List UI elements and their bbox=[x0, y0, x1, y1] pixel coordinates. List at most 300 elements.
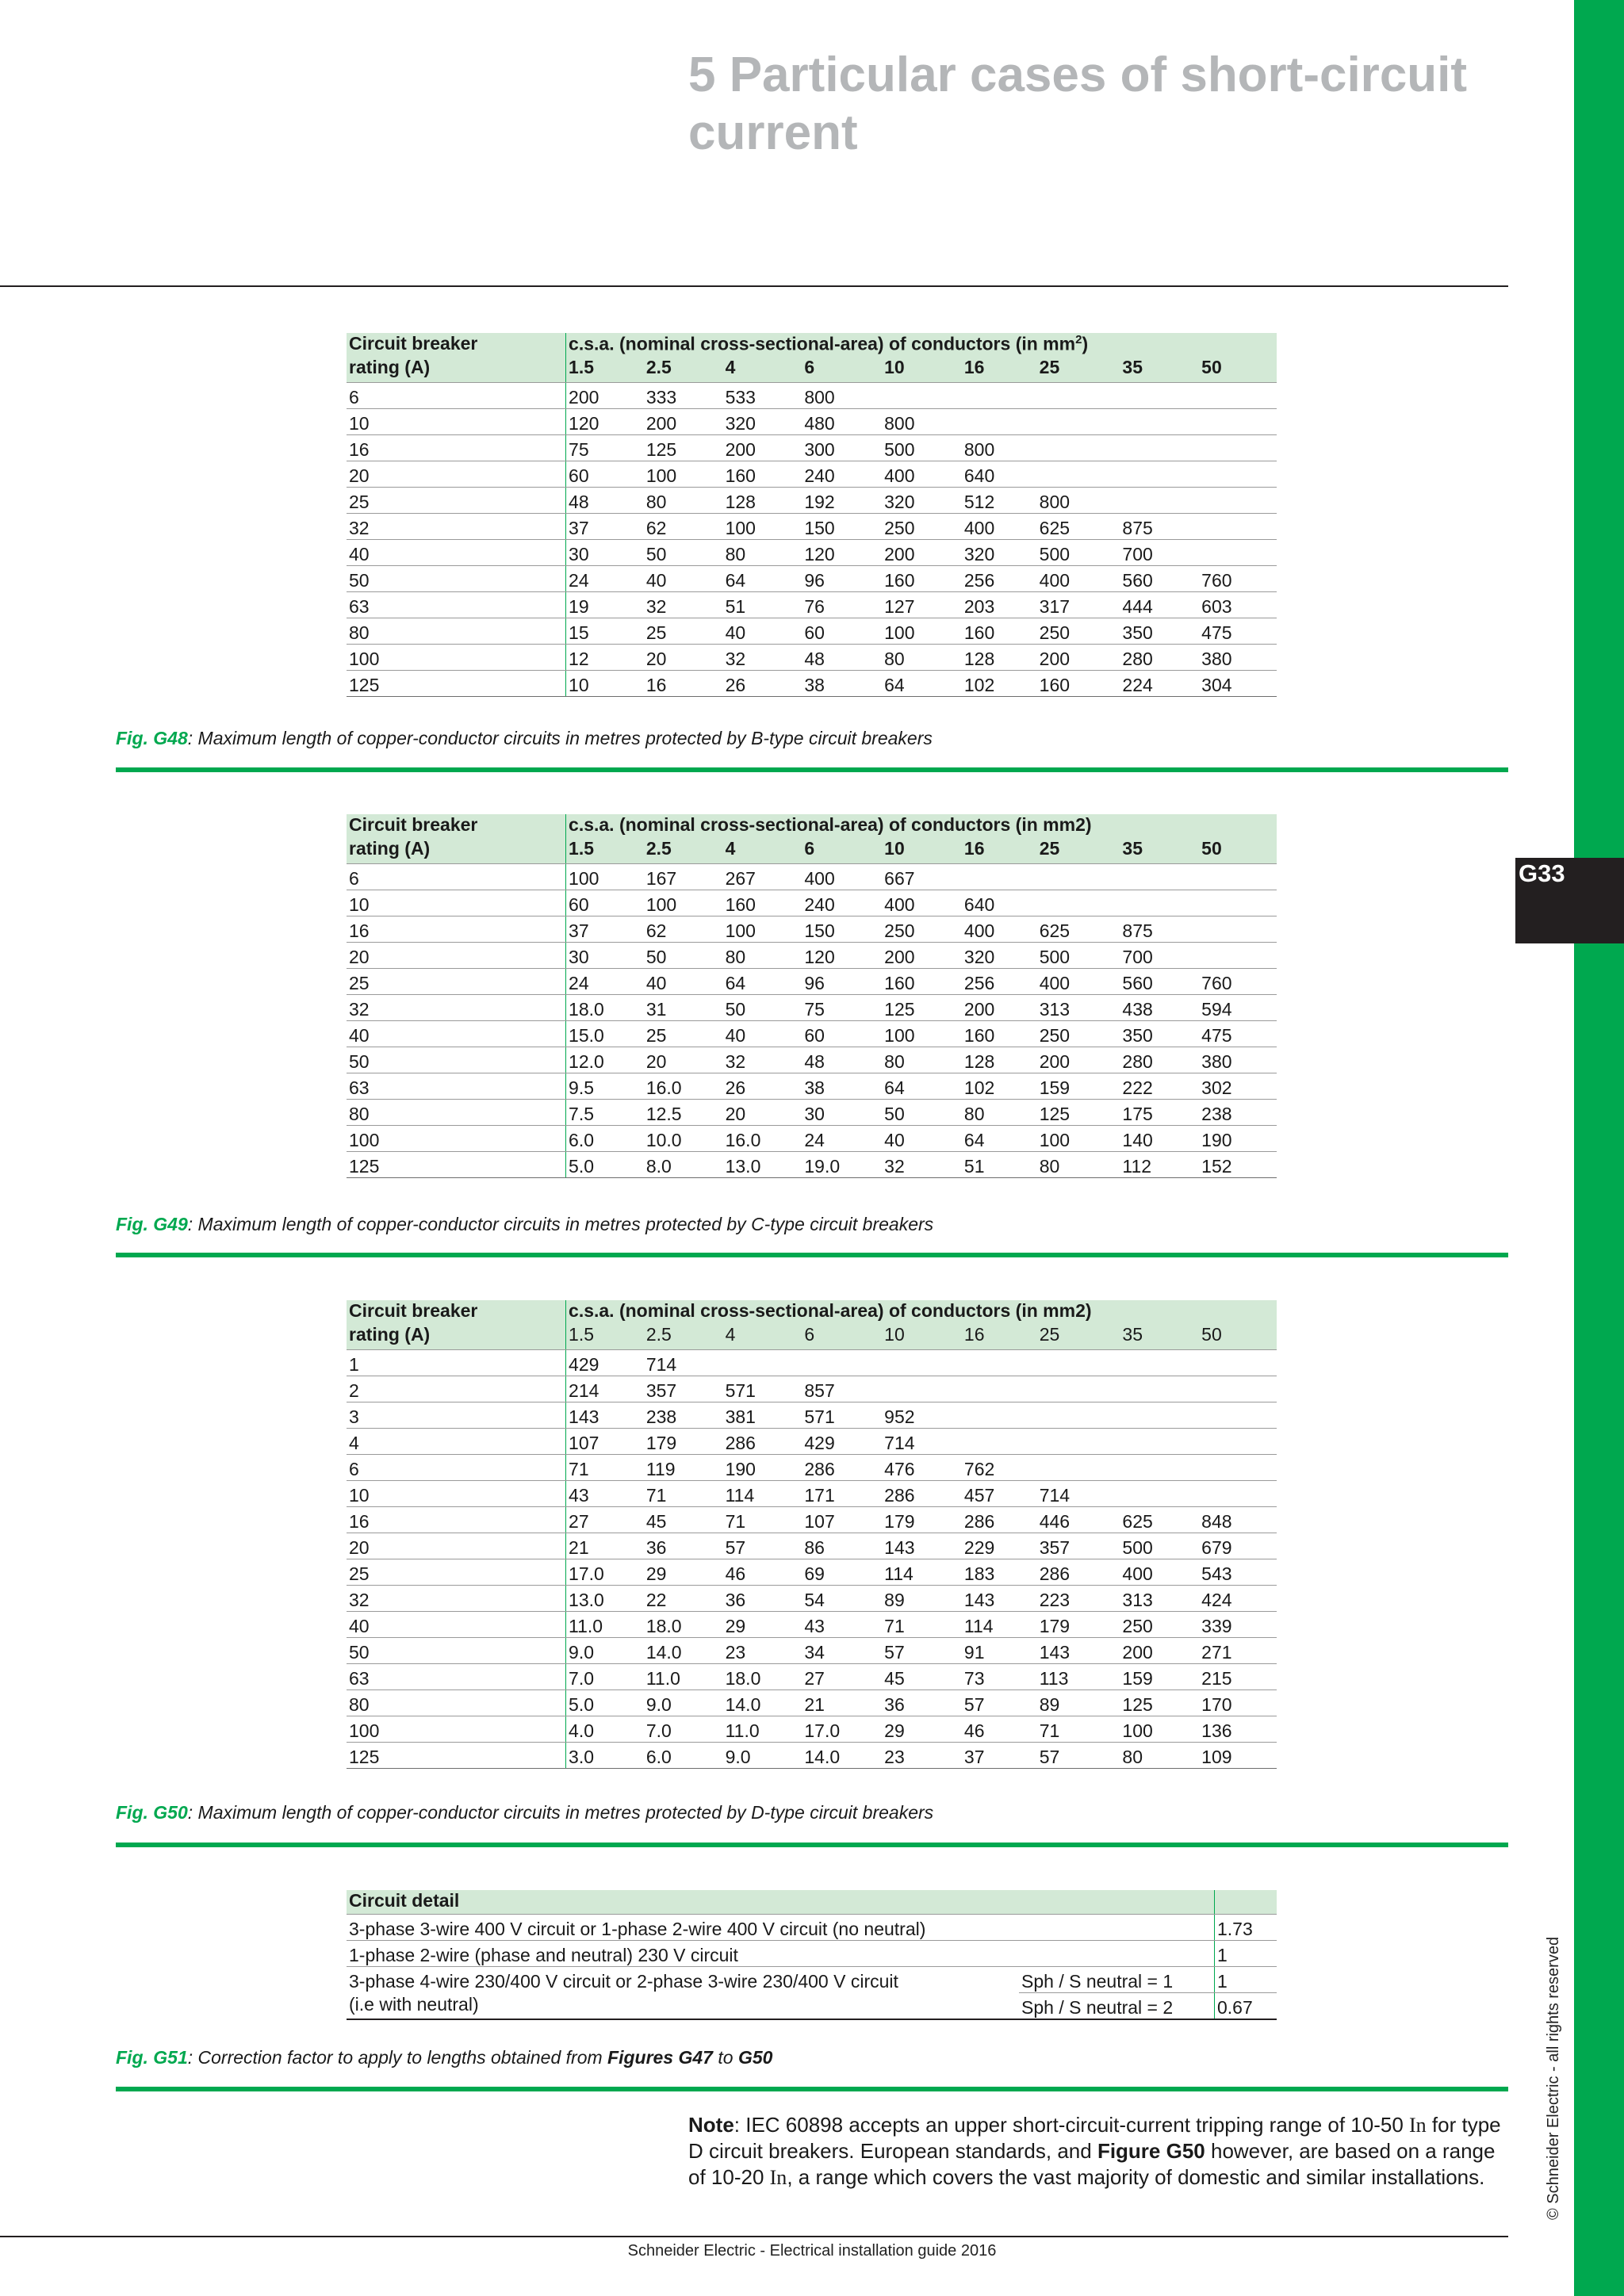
length-cell: 37 bbox=[962, 1743, 1037, 1769]
length-cell: 109 bbox=[1199, 1743, 1277, 1769]
length-cell: 80 bbox=[882, 1047, 962, 1073]
length-cell: 120 bbox=[802, 943, 882, 969]
csa-column-header: 25 bbox=[1037, 357, 1120, 383]
length-cell: 350 bbox=[1120, 618, 1199, 645]
section-rule bbox=[116, 1843, 1508, 1847]
length-cell: 36 bbox=[644, 1533, 723, 1559]
length-cell: 57 bbox=[962, 1690, 1037, 1716]
rating-cell: 50 bbox=[347, 1638, 566, 1664]
length-cell bbox=[1120, 435, 1199, 461]
length-cell: 100 bbox=[644, 890, 723, 916]
length-cell bbox=[1120, 890, 1199, 916]
length-cell: 429 bbox=[802, 1429, 882, 1455]
length-cell: 179 bbox=[1037, 1612, 1120, 1638]
length-cell: 19 bbox=[566, 592, 644, 618]
csa-column-header: 2.5 bbox=[644, 838, 723, 864]
caption-text: : Maximum length of copper-conductor circuits in metres protected by D-type circuit breakers bbox=[187, 1802, 934, 1823]
length-cell bbox=[1120, 1376, 1199, 1402]
length-cell: 37 bbox=[566, 916, 644, 943]
csa-column-header: 10 bbox=[882, 1324, 962, 1350]
table-row bbox=[347, 1152, 1277, 1178]
length-cell: 23 bbox=[723, 1638, 802, 1664]
rating-cell: 6 bbox=[347, 1455, 566, 1481]
length-cell: 171 bbox=[802, 1481, 882, 1507]
length-cell: 512 bbox=[962, 488, 1037, 514]
length-cell: 300 bbox=[802, 435, 882, 461]
length-cell bbox=[1037, 890, 1120, 916]
length-cell bbox=[1199, 540, 1277, 566]
length-cell: 8.0 bbox=[644, 1152, 723, 1178]
rating-cell: 25 bbox=[347, 1559, 566, 1586]
length-cell: 800 bbox=[1037, 488, 1120, 514]
length-cell: 9.5 bbox=[566, 1073, 644, 1100]
length-cell: 100 bbox=[1037, 1126, 1120, 1152]
caption-g49 bbox=[116, 1214, 933, 1235]
rating-cell: 40 bbox=[347, 1021, 566, 1047]
length-cell: 250 bbox=[882, 514, 962, 540]
row-text: 3-phase 3-wire 400 V circuit or 1-phase 2-wire 400 V circuit (no neutral) bbox=[347, 1915, 1215, 1941]
length-cell bbox=[1199, 435, 1277, 461]
row-text bbox=[347, 1967, 1019, 2020]
length-cell: 625 bbox=[1037, 514, 1120, 540]
length-cell: 60 bbox=[802, 1021, 882, 1047]
length-cell: 286 bbox=[962, 1507, 1037, 1533]
rating-cell: 63 bbox=[347, 592, 566, 618]
csa-column-header: 35 bbox=[1120, 838, 1199, 864]
caption-text: : Correction factor to apply to lengths obtained from bbox=[187, 2047, 608, 2068]
length-cell: 13.0 bbox=[566, 1586, 644, 1612]
length-cell: 71 bbox=[644, 1481, 723, 1507]
length-cell: 16 bbox=[644, 671, 723, 697]
length-cell: 320 bbox=[723, 409, 802, 435]
length-cell: 190 bbox=[723, 1455, 802, 1481]
length-cell: 152 bbox=[1199, 1152, 1277, 1178]
length-cell: 31 bbox=[644, 995, 723, 1021]
length-cell: 143 bbox=[1037, 1638, 1120, 1664]
length-cell: 80 bbox=[723, 943, 802, 969]
length-cell: 30 bbox=[566, 943, 644, 969]
length-cell: 200 bbox=[723, 435, 802, 461]
length-cell: 179 bbox=[644, 1429, 723, 1455]
length-cell: 20 bbox=[644, 645, 723, 671]
length-cell: 86 bbox=[802, 1533, 882, 1559]
length-cell: 250 bbox=[1037, 618, 1120, 645]
table-row bbox=[347, 488, 1277, 514]
csa-column-header: 25 bbox=[1037, 838, 1120, 864]
length-cell: 100 bbox=[882, 618, 962, 645]
length-cell: 80 bbox=[1120, 1743, 1199, 1769]
row-text-line2: (i.e with neutral) bbox=[349, 1994, 479, 2015]
length-cell bbox=[1199, 1402, 1277, 1429]
length-cell: 112 bbox=[1120, 1152, 1199, 1178]
length-cell bbox=[1199, 1376, 1277, 1402]
row-text-line1: 3-phase 4-wire 230/400 V circuit or 2-phase 3-wire 230/400 V circuit bbox=[349, 1971, 898, 1992]
table-row bbox=[347, 1638, 1277, 1664]
length-cell: 14.0 bbox=[644, 1638, 723, 1664]
caption-fig-label: Fig. G50 bbox=[116, 1802, 188, 1823]
length-cell: 91 bbox=[962, 1638, 1037, 1664]
length-cell bbox=[962, 1429, 1037, 1455]
length-cell bbox=[882, 1376, 962, 1402]
table-row bbox=[347, 916, 1277, 943]
rating-cell: 32 bbox=[347, 1586, 566, 1612]
length-cell: 160 bbox=[1037, 671, 1120, 697]
length-cell: 73 bbox=[962, 1664, 1037, 1690]
length-cell: 223 bbox=[1037, 1586, 1120, 1612]
length-cell: 313 bbox=[1120, 1586, 1199, 1612]
length-cell: 23 bbox=[882, 1743, 962, 1769]
length-cell: 62 bbox=[644, 916, 723, 943]
csa-column-header: 4 bbox=[723, 357, 802, 383]
table-row bbox=[347, 943, 1277, 969]
csa-header-tail: ) bbox=[1082, 333, 1089, 354]
length-cell: 280 bbox=[1120, 645, 1199, 671]
length-cell: 20 bbox=[723, 1100, 802, 1126]
length-cell: 200 bbox=[644, 409, 723, 435]
caption-text: : Maximum length of copper-conductor circuits in metres protected by B-type circuit breakers bbox=[187, 728, 933, 748]
csa-header-text: c.s.a. (nominal cross-sectional-area) of conductors (in mm2) bbox=[569, 814, 1092, 835]
table-row bbox=[347, 671, 1277, 697]
length-cell: 102 bbox=[962, 1073, 1037, 1100]
length-cell bbox=[1120, 383, 1199, 409]
length-cell: 40 bbox=[882, 1126, 962, 1152]
length-cell: 25 bbox=[644, 618, 723, 645]
length-cell: 200 bbox=[882, 540, 962, 566]
length-cell: 480 bbox=[802, 409, 882, 435]
rating-cell: 125 bbox=[347, 671, 566, 697]
length-cell: 80 bbox=[882, 645, 962, 671]
caption-text: to bbox=[712, 2047, 738, 2068]
length-cell: 200 bbox=[1120, 1638, 1199, 1664]
table-row bbox=[347, 1533, 1277, 1559]
length-cell: 9.0 bbox=[723, 1743, 802, 1769]
length-cell bbox=[1037, 864, 1120, 890]
length-cell: 762 bbox=[962, 1455, 1037, 1481]
length-cell bbox=[1199, 943, 1277, 969]
rating-cell: 63 bbox=[347, 1664, 566, 1690]
length-cell: 21 bbox=[566, 1533, 644, 1559]
rating-cell: 2 bbox=[347, 1376, 566, 1402]
length-cell bbox=[1120, 461, 1199, 488]
csa-column-header: 6 bbox=[802, 357, 882, 383]
length-cell: 140 bbox=[1120, 1126, 1199, 1152]
row-value: 1.73 bbox=[1215, 1915, 1277, 1941]
length-cell: 700 bbox=[1120, 943, 1199, 969]
length-cell: 60 bbox=[566, 890, 644, 916]
length-cell: 429 bbox=[566, 1350, 644, 1376]
table-row bbox=[347, 618, 1277, 645]
footer-rule bbox=[0, 2236, 1508, 2237]
table-row bbox=[347, 1429, 1277, 1455]
rating-cell: 4 bbox=[347, 1429, 566, 1455]
csa-column-header: 16 bbox=[962, 357, 1037, 383]
csa-header-text: c.s.a. (nominal cross-sectional-area) of conductors (in mm bbox=[569, 333, 1076, 354]
caption-bold: G50 bbox=[737, 2047, 773, 2068]
length-cell: 400 bbox=[962, 916, 1037, 943]
length-cell: 51 bbox=[723, 592, 802, 618]
csa-column-header: 25 bbox=[1037, 1324, 1120, 1350]
length-cell: 760 bbox=[1199, 566, 1277, 592]
length-cell: 875 bbox=[1120, 514, 1199, 540]
column-header-csa bbox=[566, 333, 1277, 357]
length-cell: 12 bbox=[566, 645, 644, 671]
note-label: Note bbox=[688, 2113, 734, 2137]
length-cell: 160 bbox=[882, 969, 962, 995]
length-cell: 29 bbox=[644, 1559, 723, 1586]
rating-cell: 50 bbox=[347, 1047, 566, 1073]
length-cell: 143 bbox=[882, 1533, 962, 1559]
table-row bbox=[347, 645, 1277, 671]
length-cell: 3.0 bbox=[566, 1743, 644, 1769]
length-cell: 46 bbox=[962, 1716, 1037, 1743]
row-value: 0.67 bbox=[1215, 1993, 1277, 2020]
table-header-row bbox=[347, 1890, 1277, 1915]
length-cell: 159 bbox=[1120, 1664, 1199, 1690]
page-footer: Schneider Electric - Electrical installation guide 2016 bbox=[627, 2242, 997, 2260]
length-cell: 280 bbox=[1120, 1047, 1199, 1073]
length-cell bbox=[1199, 864, 1277, 890]
csa-column-header: 1.5 bbox=[566, 838, 644, 864]
length-cell: 150 bbox=[802, 916, 882, 943]
rating-cell: 10 bbox=[347, 1481, 566, 1507]
length-cell: 96 bbox=[802, 969, 882, 995]
length-cell: 120 bbox=[802, 540, 882, 566]
table-row bbox=[347, 1690, 1277, 1716]
rating-cell: 80 bbox=[347, 618, 566, 645]
table-row bbox=[347, 1047, 1277, 1073]
column-header-rating: Circuit breaker bbox=[347, 814, 566, 838]
length-cell: 50 bbox=[644, 540, 723, 566]
length-cell: 11.0 bbox=[644, 1664, 723, 1690]
length-cell: 200 bbox=[566, 383, 644, 409]
table-row bbox=[347, 409, 1277, 435]
length-cell: 200 bbox=[882, 943, 962, 969]
length-cell: 125 bbox=[644, 435, 723, 461]
length-cell: 136 bbox=[1199, 1716, 1277, 1743]
note-text: : IEC 60898 accepts an upper short-circuit-current tripping range of 10-50 bbox=[733, 2113, 1410, 2137]
length-cell: 714 bbox=[1037, 1481, 1120, 1507]
csa-column-header: 16 bbox=[962, 838, 1037, 864]
length-cell: 286 bbox=[882, 1481, 962, 1507]
length-cell: 18.0 bbox=[566, 995, 644, 1021]
length-cell: 267 bbox=[723, 864, 802, 890]
length-cell: 26 bbox=[723, 1073, 802, 1100]
length-cell bbox=[1120, 1402, 1199, 1429]
length-cell: 400 bbox=[1037, 566, 1120, 592]
rating-cell: 16 bbox=[347, 916, 566, 943]
length-cell bbox=[1199, 488, 1277, 514]
length-cell: 128 bbox=[962, 645, 1037, 671]
row-value: 1 bbox=[1215, 1941, 1277, 1967]
table-row bbox=[347, 1586, 1277, 1612]
section-rule bbox=[116, 767, 1508, 772]
length-cell bbox=[1120, 1455, 1199, 1481]
length-cell: 17.0 bbox=[802, 1716, 882, 1743]
rating-cell: 63 bbox=[347, 1073, 566, 1100]
csa-column-header: 4 bbox=[723, 838, 802, 864]
length-cell bbox=[962, 864, 1037, 890]
length-cell: 400 bbox=[1120, 1559, 1199, 1586]
table-row bbox=[347, 1376, 1277, 1402]
caption-g48 bbox=[116, 728, 933, 749]
side-accent-bar bbox=[1574, 0, 1624, 2296]
csa-column-header: 2.5 bbox=[644, 357, 723, 383]
length-cell: 43 bbox=[802, 1612, 882, 1638]
length-cell: 150 bbox=[802, 514, 882, 540]
length-cell: 179 bbox=[882, 1507, 962, 1533]
length-cell bbox=[962, 1376, 1037, 1402]
length-cell: 215 bbox=[1199, 1664, 1277, 1690]
table-row bbox=[347, 1967, 1277, 1993]
length-cell: 543 bbox=[1199, 1559, 1277, 1586]
length-cell: 714 bbox=[644, 1350, 723, 1376]
length-cell: 45 bbox=[882, 1664, 962, 1690]
length-cell bbox=[962, 383, 1037, 409]
length-cell bbox=[1037, 461, 1120, 488]
table-row bbox=[347, 1915, 1277, 1941]
length-cell bbox=[1199, 1429, 1277, 1455]
length-cell: 57 bbox=[882, 1638, 962, 1664]
length-cell: 50 bbox=[644, 943, 723, 969]
length-cell: 875 bbox=[1120, 916, 1199, 943]
length-cell: 183 bbox=[962, 1559, 1037, 1586]
length-cell: 71 bbox=[1037, 1716, 1120, 1743]
length-cell: 9.0 bbox=[566, 1638, 644, 1664]
table-row bbox=[347, 1941, 1277, 1967]
length-cell bbox=[1199, 461, 1277, 488]
length-cell: 64 bbox=[723, 969, 802, 995]
length-cell: 286 bbox=[1037, 1559, 1120, 1586]
note-symbol: In bbox=[769, 2166, 787, 2189]
length-cell: 100 bbox=[723, 916, 802, 943]
length-cell: 229 bbox=[962, 1533, 1037, 1559]
length-cell: 100 bbox=[644, 461, 723, 488]
length-cell: 381 bbox=[723, 1402, 802, 1429]
copyright-notice: © Schneider Electric - all rights reserved bbox=[1545, 1936, 1562, 2220]
table-row bbox=[347, 995, 1277, 1021]
length-cell: 222 bbox=[1120, 1073, 1199, 1100]
length-cell bbox=[1037, 383, 1120, 409]
rating-cell: 3 bbox=[347, 1402, 566, 1429]
length-cell: 7.0 bbox=[644, 1716, 723, 1743]
length-cell: 32 bbox=[882, 1152, 962, 1178]
length-cell bbox=[802, 1350, 882, 1376]
rating-cell: 16 bbox=[347, 435, 566, 461]
table-row bbox=[347, 514, 1277, 540]
length-cell: 424 bbox=[1199, 1586, 1277, 1612]
length-cell: 54 bbox=[802, 1586, 882, 1612]
table-row bbox=[347, 1455, 1277, 1481]
length-cell: 114 bbox=[723, 1481, 802, 1507]
rating-cell: 25 bbox=[347, 488, 566, 514]
length-cell: 250 bbox=[1120, 1612, 1199, 1638]
length-cell: 224 bbox=[1120, 671, 1199, 697]
length-cell: 89 bbox=[1037, 1690, 1120, 1716]
table-row bbox=[347, 1021, 1277, 1047]
caption-fig-label: Fig. G48 bbox=[116, 728, 188, 748]
length-cell: 214 bbox=[566, 1376, 644, 1402]
length-cell: 18.0 bbox=[723, 1664, 802, 1690]
length-cell: 203 bbox=[962, 592, 1037, 618]
length-cell: 21 bbox=[802, 1690, 882, 1716]
length-cell: 10.0 bbox=[644, 1126, 723, 1152]
length-cell: 71 bbox=[882, 1612, 962, 1638]
caption-g51 bbox=[116, 2047, 772, 2068]
length-cell: 800 bbox=[802, 383, 882, 409]
rating-cell: 6 bbox=[347, 383, 566, 409]
length-cell: 200 bbox=[1037, 645, 1120, 671]
note-text: , a range which covers the vast majority of domestic and similar installations. bbox=[787, 2165, 1485, 2189]
length-cell: 848 bbox=[1199, 1507, 1277, 1533]
caption-fig-label: Fig. G49 bbox=[116, 1214, 188, 1234]
column-header-rating: Circuit breaker bbox=[347, 333, 566, 357]
length-cell: 400 bbox=[1037, 969, 1120, 995]
length-cell bbox=[1120, 409, 1199, 435]
row-value: 1 bbox=[1215, 1967, 1277, 1993]
length-cell: 250 bbox=[882, 916, 962, 943]
length-cell: 14.0 bbox=[723, 1690, 802, 1716]
rating-cell: 20 bbox=[347, 943, 566, 969]
length-cell: 286 bbox=[723, 1429, 802, 1455]
length-cell: 80 bbox=[723, 540, 802, 566]
csa-column-header: 1.5 bbox=[566, 357, 644, 383]
length-cell: 30 bbox=[802, 1100, 882, 1126]
length-cell: 48 bbox=[802, 1047, 882, 1073]
length-cell: 19.0 bbox=[802, 1152, 882, 1178]
rating-cell: 80 bbox=[347, 1690, 566, 1716]
rating-cell: 10 bbox=[347, 409, 566, 435]
length-cell: 12.0 bbox=[566, 1047, 644, 1073]
length-cell: 952 bbox=[882, 1402, 962, 1429]
length-cell: 119 bbox=[644, 1455, 723, 1481]
csa-column-header: 50 bbox=[1199, 357, 1277, 383]
length-cell: 114 bbox=[882, 1559, 962, 1586]
length-cell: 603 bbox=[1199, 592, 1277, 618]
length-cell: 594 bbox=[1199, 995, 1277, 1021]
length-cell: 9.0 bbox=[644, 1690, 723, 1716]
length-cell: 40 bbox=[644, 566, 723, 592]
length-cell: 714 bbox=[882, 1429, 962, 1455]
csa-column-header: 16 bbox=[962, 1324, 1037, 1350]
length-cell: 475 bbox=[1199, 1021, 1277, 1047]
length-cell: 250 bbox=[1037, 1021, 1120, 1047]
length-cell bbox=[1199, 1481, 1277, 1507]
table-row bbox=[347, 566, 1277, 592]
column-header-rating-unit: rating (A) bbox=[347, 1324, 566, 1350]
csa-column-header: 50 bbox=[1199, 838, 1277, 864]
length-cell: 100 bbox=[882, 1021, 962, 1047]
page-tab-label: G33 bbox=[1519, 859, 1565, 887]
rating-cell: 20 bbox=[347, 1533, 566, 1559]
csa-column-header: 2.5 bbox=[644, 1324, 723, 1350]
table-row bbox=[347, 864, 1277, 890]
length-cell bbox=[1037, 1402, 1120, 1429]
length-cell: 700 bbox=[1120, 540, 1199, 566]
length-cell: 350 bbox=[1120, 1021, 1199, 1047]
length-cell bbox=[1120, 1429, 1199, 1455]
length-cell: 76 bbox=[802, 592, 882, 618]
length-cell: 143 bbox=[566, 1402, 644, 1429]
rating-cell: 32 bbox=[347, 514, 566, 540]
length-cell: 14.0 bbox=[802, 1743, 882, 1769]
length-cell: 500 bbox=[1037, 943, 1120, 969]
length-cell: 256 bbox=[962, 566, 1037, 592]
length-cell: 40 bbox=[723, 618, 802, 645]
table-row bbox=[347, 1073, 1277, 1100]
length-cell: 320 bbox=[882, 488, 962, 514]
table-row bbox=[347, 1664, 1277, 1690]
length-cell: 457 bbox=[962, 1481, 1037, 1507]
